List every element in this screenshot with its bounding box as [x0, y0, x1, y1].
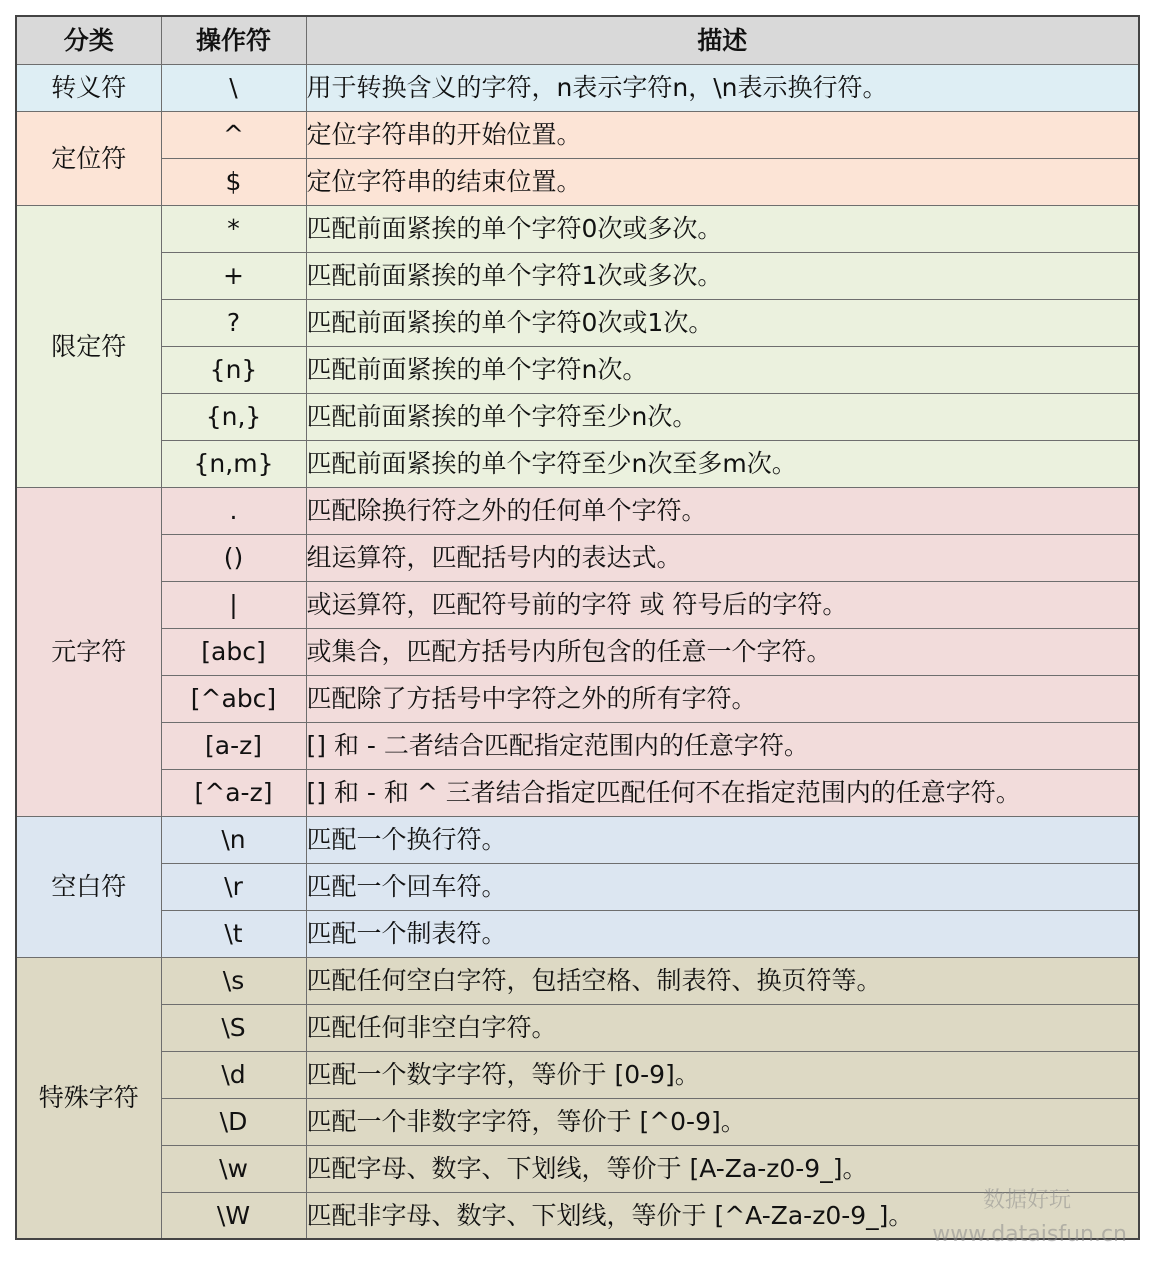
table-row — [16, 111, 1139, 158]
category-cell: 特殊字符 — [16, 957, 161, 1239]
operator-cell: \r — [161, 863, 306, 910]
description-cell: 匹配一个数字字符，等价于 [0-9]。 — [306, 1051, 1139, 1098]
table-row — [16, 64, 1139, 111]
table-row — [16, 1192, 1139, 1239]
operator-cell: \w — [161, 1145, 306, 1192]
operator-cell: \t — [161, 910, 306, 957]
description-cell: 定位字符串的结束位置。 — [306, 158, 1139, 205]
operator-cell: * — [161, 205, 306, 252]
description-cell: 匹配一个换行符。 — [306, 816, 1139, 863]
table-row — [16, 205, 1139, 252]
header-operator: 操作符 — [161, 16, 306, 64]
operator-cell: [^abc] — [161, 675, 306, 722]
description-cell: 定位字符串的开始位置。 — [306, 111, 1139, 158]
operator-cell: {n} — [161, 346, 306, 393]
table-body — [16, 64, 1139, 1239]
description-cell: 匹配前面紧挨的单个字符0次或多次。 — [306, 205, 1139, 252]
operator-cell: \n — [161, 816, 306, 863]
description-cell: 匹配非字母、数字、下划线，等价于 [^A-Za-z0-9_]。 — [306, 1192, 1139, 1239]
table-row — [16, 534, 1139, 581]
watermark-brand: 数据好玩 — [982, 1188, 1071, 1213]
operator-cell: \s — [161, 957, 306, 1004]
table-row — [16, 863, 1139, 910]
description-cell: 匹配前面紧挨的单个字符至少n次。 — [306, 393, 1139, 440]
table-row — [16, 769, 1139, 816]
operator-cell: \ — [161, 64, 306, 111]
description-cell: 或运算符，匹配符号前的字符 或 符号后的字符。 — [306, 581, 1139, 628]
table-row — [16, 440, 1139, 487]
table-row — [16, 722, 1139, 769]
table-row — [16, 487, 1139, 534]
operator-cell: . — [161, 487, 306, 534]
description-cell: 匹配一个回车符。 — [306, 863, 1139, 910]
regex-operator-table — [15, 15, 1140, 1240]
operator-cell: () — [161, 534, 306, 581]
description-cell: 匹配任何空白字符，包括空格、制表符、换页符等。 — [306, 957, 1139, 1004]
description-cell: [] 和 - 二者结合匹配指定范围内的任意字符。 — [306, 722, 1139, 769]
category-cell: 空白符 — [16, 816, 161, 957]
category-cell: 定位符 — [16, 111, 161, 205]
operator-cell: \D — [161, 1098, 306, 1145]
table-row — [16, 1145, 1139, 1192]
description-cell: 或集合，匹配方括号内所包含的任意一个字符。 — [306, 628, 1139, 675]
operator-cell: {n,m} — [161, 440, 306, 487]
description-cell: 匹配前面紧挨的单个字符n次。 — [306, 346, 1139, 393]
table-row — [16, 675, 1139, 722]
description-cell: 匹配除换行符之外的任何单个字符。 — [306, 487, 1139, 534]
table-header — [16, 16, 1139, 64]
table-row — [16, 910, 1139, 957]
operator-cell: | — [161, 581, 306, 628]
description-cell: 匹配前面紧挨的单个字符1次或多次。 — [306, 252, 1139, 299]
table-row — [16, 581, 1139, 628]
header-row — [16, 16, 1139, 64]
description-cell: 用于转换含义的字符，n表示字符n，\n表示换行符。 — [306, 64, 1139, 111]
table-row — [16, 1004, 1139, 1051]
description-cell: 匹配除了方括号中字符之外的所有字符。 — [306, 675, 1139, 722]
description-cell: 组运算符，匹配括号内的表达式。 — [306, 534, 1139, 581]
table-row — [16, 628, 1139, 675]
category-cell: 元字符 — [16, 487, 161, 816]
operator-cell: [a-z] — [161, 722, 306, 769]
operator-cell: \S — [161, 1004, 306, 1051]
operator-cell: [^a-z] — [161, 769, 306, 816]
table-row — [16, 158, 1139, 205]
table-row — [16, 252, 1139, 299]
watermark-url: www.dataisfun.cn — [932, 1222, 1127, 1247]
operator-cell: + — [161, 252, 306, 299]
operator-cell: ? — [161, 299, 306, 346]
table-row — [16, 816, 1139, 863]
table-row — [16, 299, 1139, 346]
description-cell: 匹配前面紧挨的单个字符0次或1次。 — [306, 299, 1139, 346]
description-cell: [] 和 - 和 ^ 三者结合指定匹配任何不在指定范围内的任意字符。 — [306, 769, 1139, 816]
table-row — [16, 957, 1139, 1004]
header-description: 描述 — [306, 16, 1139, 64]
description-cell: 匹配任何非空白字符。 — [306, 1004, 1139, 1051]
description-cell: 匹配一个制表符。 — [306, 910, 1139, 957]
operator-cell: \d — [161, 1051, 306, 1098]
operator-cell: {n,} — [161, 393, 306, 440]
operator-cell: $ — [161, 158, 306, 205]
description-cell: 匹配字母、数字、下划线，等价于 [A-Za-z0-9_]。 — [306, 1145, 1139, 1192]
table-row — [16, 393, 1139, 440]
operator-cell: ^ — [161, 111, 306, 158]
table-row — [16, 346, 1139, 393]
category-cell: 限定符 — [16, 205, 161, 487]
table-row — [16, 1051, 1139, 1098]
description-cell: 匹配一个非数字字符，等价于 [^0-9]。 — [306, 1098, 1139, 1145]
operator-cell: [abc] — [161, 628, 306, 675]
operator-cell: \W — [161, 1192, 306, 1239]
header-category: 分类 — [16, 16, 161, 64]
table-row — [16, 1098, 1139, 1145]
category-cell: 转义符 — [16, 64, 161, 111]
description-cell: 匹配前面紧挨的单个字符至少n次至多m次。 — [306, 440, 1139, 487]
